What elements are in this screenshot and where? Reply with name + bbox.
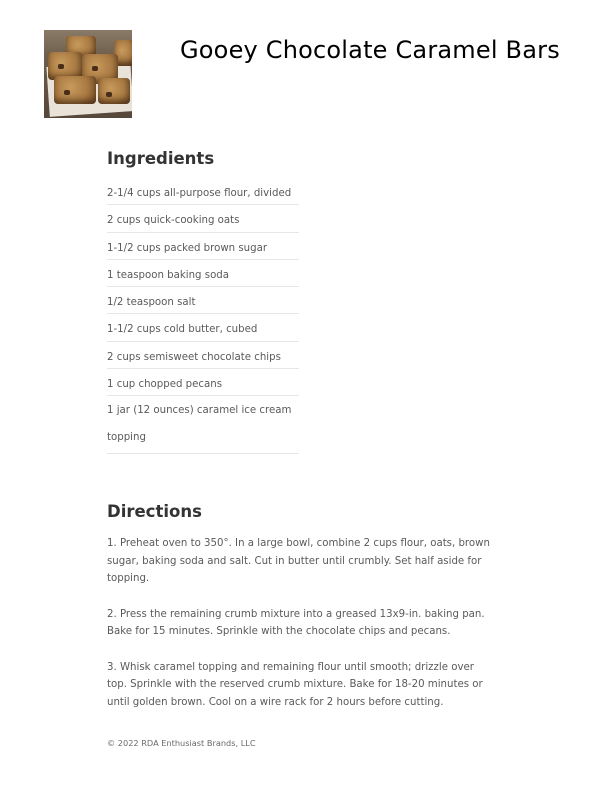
ingredients-heading: Ingredients [107, 149, 215, 168]
copyright-notice: © 2022 RDA Enthusiast Brands, LLC [107, 738, 256, 748]
chocolate-chip [92, 66, 98, 71]
recipe-title: Gooey Chocolate Caramel Bars [180, 36, 560, 64]
direction-step: 2. Press the remaining crumb mixture into a greased 13x9-in. baking pan. Bake for 15 minutes. Sprinkle with the chocolate chips and pecans. [107, 608, 485, 637]
ingredients-list [107, 178, 299, 454]
bar-piece [54, 76, 96, 104]
recipe-photo [44, 30, 132, 118]
ingredient-item: 1 teaspoon baking soda [107, 260, 299, 287]
directions-list [107, 535, 492, 729]
ingredient-item: 1 cup chopped pecans [107, 369, 299, 396]
direction-step: 3. Whisk caramel topping and remaining flour until smooth; drizzle over top. Sprinkle with the reserved crumb mixture. Bake for 18-20 minutes or until golden brown. Cool on a wire rack for 2 hours before cutting. [107, 661, 483, 708]
ingredient-item: 2 cups quick-cooking oats [107, 205, 299, 232]
ingredient-item: 1-1/2 cups packed brown sugar [107, 233, 299, 260]
direction-step: 1. Preheat oven to 350°. In a large bowl, combine 2 cups flour, oats, brown sugar, baking soda and salt. Cut in butter until crumbly. Set half aside for topping. [107, 538, 490, 584]
ingredient-item: 1-1/2 cups cold butter, cubed [107, 314, 299, 341]
chocolate-chip [106, 92, 112, 97]
ingredient-item: 2 cups semisweet chocolate chips [107, 342, 299, 369]
directions-heading: Directions [107, 502, 202, 521]
chocolate-chip [58, 64, 64, 69]
ingredient-item: 2-1/4 cups all-purpose flour, divided [107, 178, 299, 205]
ingredient-item: 1/2 teaspoon salt [107, 287, 299, 314]
chocolate-chip [64, 90, 70, 95]
ingredient-item: 1 jar (12 ounces) caramel ice cream topping [107, 396, 299, 454]
bar-piece [98, 78, 130, 104]
